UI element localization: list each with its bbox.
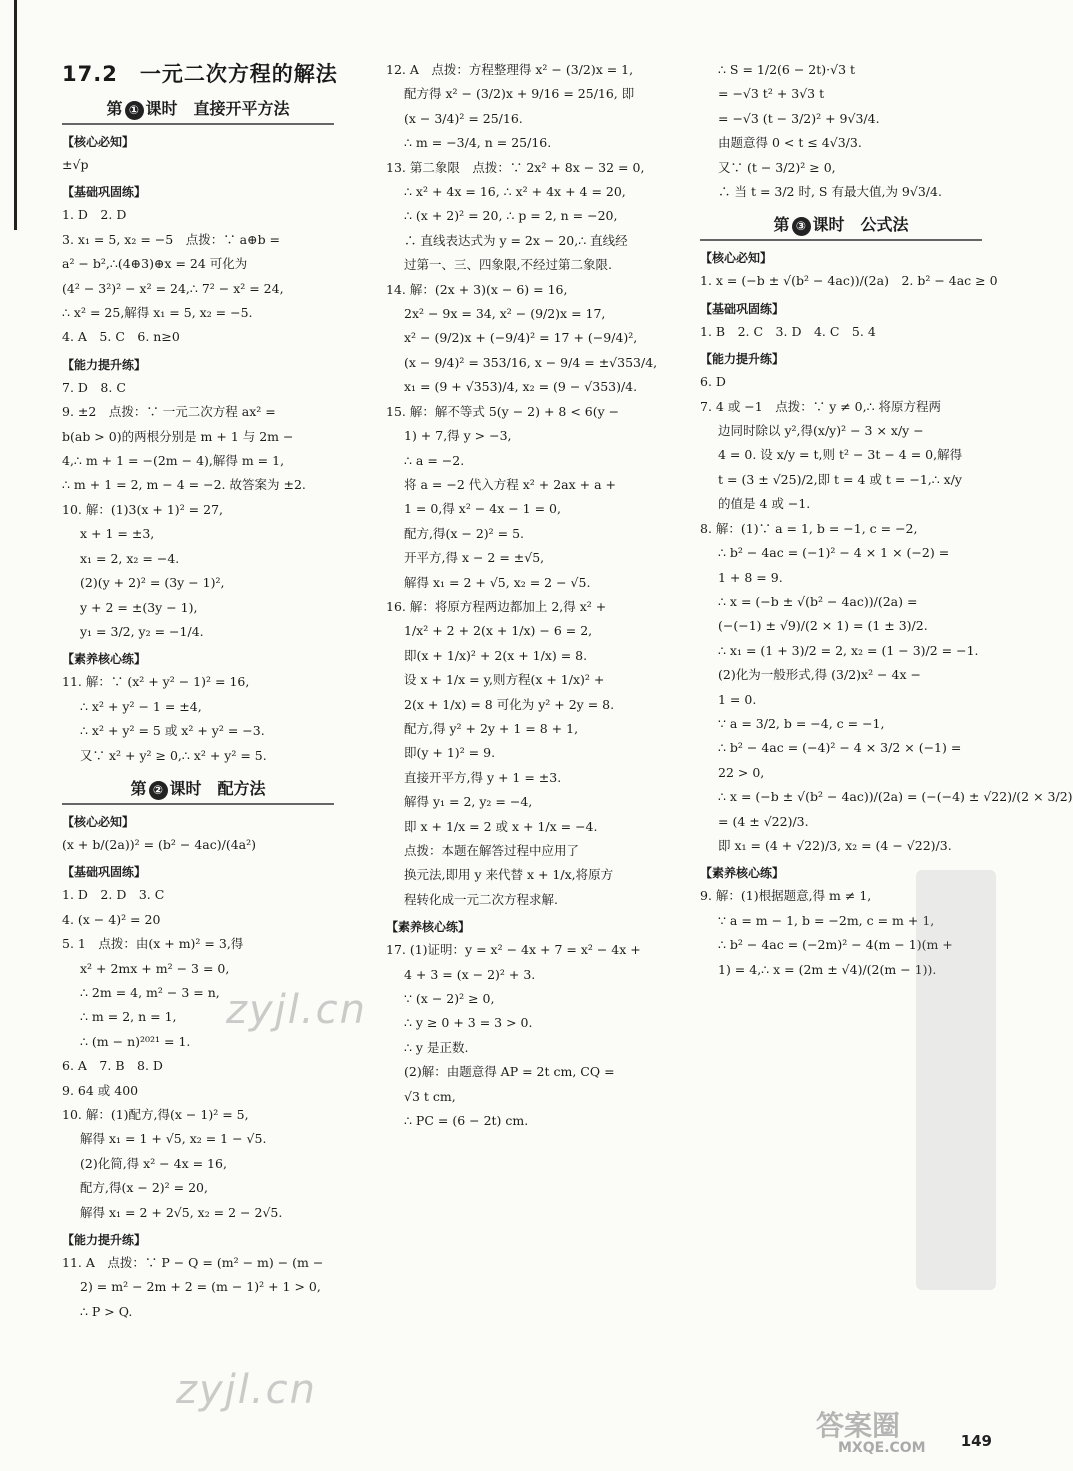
answer-line: 1) = 4,∴ x = (2m ± √4)/(2(m − 1)). [718,961,937,977]
answer-line: 程转化成一元二次方程求解. [404,891,558,907]
watermark-zyjl-2: zyjl.cn [176,1367,317,1413]
answer-line: 1. B 2. C 3. D 4. C 5. 4 [700,323,876,339]
answer-line: 4. (x − 4)² = 20 [62,911,161,927]
section-title: 17.2 一元二次方程的解法 [62,62,338,86]
subsection-tag: 【能力提升练】 [62,357,147,372]
answer-line: 12. A 点拨：方程整理得 x² − (3/2)x = 1, [386,62,634,77]
answer-line: 解得 y₁ = 2, y₂ = −4, [404,794,533,810]
subsection-tag: 【素养核心练】 [386,920,471,935]
answer-line: 即 x + 1/x = 2 或 x + 1/x = −4. [404,818,598,834]
answer-line: 17. (1)证明：y = x² − 4x + 7 = x² − 4x + [386,942,641,958]
answer-line: 开平方,得 x − 2 = ±√5, [404,550,545,566]
lesson-number-badge: ② [149,781,168,800]
answer-line: x + 1 = ±3, [80,526,155,542]
lesson-number-badge: ① [125,101,144,120]
lesson-number-badge: ③ [792,217,811,236]
answer-line: 配方,得(x − 2)² = 5. [404,525,525,541]
answer-line: 设 x + 1/x = y,则方程(x + 1/x)² + [404,672,605,688]
answer-line: 1 = 0. [718,691,757,707]
answer-line: ∴ b² − 4ac = (−2m)² − 4(m − 1)(m + [718,937,953,953]
answer-line: 2(x + 1/x) = 8 可化为 y² + 2y = 8. [404,696,615,712]
answer-line: ±√p [62,157,89,172]
answer-line: 2) = m² − 2m + 2 = (m − 1)² + 1 > 0, [80,1279,321,1295]
answer-line: 5. 1 点拨：由(x + m)² = 3,得 [62,936,244,952]
answer-line: 换元法,即用 y 来代替 x + 1/x,将原方 [404,867,614,883]
subsection-tag: 【能力提升练】 [62,1233,147,1248]
answer-line: ∵ (x − 2)² ≥ 0, [404,991,495,1007]
lesson-prefix: 第 [773,215,790,235]
answer-line: 又∵ x² + y² ≥ 0,∴ x² + y² = 5. [80,747,267,763]
lesson-title: 课时 公式法 [812,215,909,235]
lesson-title: 课时 直接开平方法 [145,99,290,118]
answer-line: ∴ b² − 4ac = (−1)² − 4 × 1 × (−2) = [718,545,950,561]
answer-line: (2)化简,得 x² − 4x = 16, [80,1155,227,1171]
answer-line: = (4 ± √22)/3. [718,813,809,829]
answer-line: 边同时除以 y²,得(x/y)² − 3 × x/y − [718,423,924,439]
answer-line: 1. D 2. D [62,207,127,223]
answer-line: 22 > 0, [718,764,765,780]
subsection-tag: 【核心必知】 [62,135,135,149]
subsection-tag: 【基础巩固练】 [700,301,785,316]
answer-line: ∴ b² − 4ac = (−4)² − 4 × 3/2 × (−1) = [718,740,962,756]
answer-line: (2)(y + 2)² = (3y − 1)², [80,575,225,591]
answer-line: ∴ x² = 25,解得 x₁ = 5, x₂ = −5. [62,305,253,321]
answer-line: a² − b²,∴(4⊕3)⊕x = 24 可化为 [62,256,248,272]
answer-line: 9. ±2 点拨：∵ 一元二次方程 ax² = [62,404,276,420]
lesson-heading [62,776,334,805]
subsection-tag: 【能力提升练】 [700,352,785,367]
answer-line: 4,∴ m + 1 = −(2m − 4),解得 m = 1, [62,453,285,469]
answer-line: 16. 解：将原方程两边都加上 2,得 x² + [386,598,607,614]
answer-line: 4 = 0. 设 x/y = t,则 t² − 3t − 4 = 0,解得 [718,447,963,463]
answer-line: ∴ (x + 2)² = 20, ∴ p = 2, n = −20, [404,208,618,224]
lesson-prefix: 第 [130,778,147,798]
answer-line: 11. A 点拨：∵ P − Q = (m² − m) − (m − [62,1255,324,1271]
answer-line: √3 t cm, [404,1088,456,1104]
watermark-zyjl-1: zyjl.cn [226,987,367,1033]
column-left [62,58,338,1324]
answer-line: y₁ = 3/2, y₂ = −1/4. [80,623,204,639]
answer-line: = −√3 (t − 3/2)² + 9√3/4. [718,110,880,126]
watermark-answer: 答案圈 [816,1409,901,1442]
answer-line: ∴ P > Q. [80,1303,133,1319]
answer-line: 配方得 x² − (3/2)x + 9/16 = 25/16, 即 [404,86,635,102]
answer-line: ∴ y 是正数. [404,1039,469,1055]
answer-line: 点拨：本题在解答过程中应用了 [404,843,580,858]
answer-line: ∴ x = (−b ± √(b² − 4ac))/(2a) = [718,593,918,609]
answer-line: ∵ a = m − 1, b = −2m, c = m + 1, [718,912,935,928]
answer-line: 又∵ (t − 3/2)² ≥ 0, [718,159,836,175]
answer-line: 即 x₁ = (4 + √22)/3, x₂ = (4 − √22)/3. [718,837,952,853]
column-middle [386,58,658,1133]
answer-line: 4. A 5. C 6. n≥0 [62,329,180,345]
answer-line: ∴ m = 2, n = 1, [80,1009,177,1025]
answer-line: ∴ x² + y² = 5 或 x² + y² = −3. [80,723,265,739]
answer-line: 解得 x₁ = 2 + √5, x₂ = 2 − √5. [404,574,591,590]
answer-line: ∴ x = (−b ± √(b² − 4ac))/(2a) = (−(−4) ± √22)/(2 × 3/2) [718,789,1073,805]
answer-line: y + 2 = ±(3y − 1), [80,599,198,615]
column-left-lines [62,96,334,1324]
left-margin-bar [14,0,17,230]
subsection-tag: 【素养核心练】 [62,652,147,667]
answer-line: 9. 解：(1)根据题意,得 m ≠ 1, [700,888,872,904]
answer-line: ∴ x² + 4x = 16, ∴ x² + 4x + 4 = 20, [404,184,626,200]
answer-line: 3. x₁ = 5, x₂ = −5 点拨：∵ a⊕b = [62,231,281,247]
answer-line: ∴ PC = (6 − 2t) cm. [404,1113,529,1129]
answer-line: (2)解：由题意得 AP = 2t cm, CQ = [404,1064,615,1080]
answer-line: 6. A 7. B 8. D [62,1058,163,1074]
answer-line: (4² − 3²)² − x² = 24,∴ 7² − x² = 24, [62,280,284,296]
answer-line: 2x² − 9x = 34, x² − (9/2)x = 17, [404,306,606,322]
answer-line: ∴ 2m = 4, m² − 3 = n, [80,984,220,1000]
answer-line: 过第一、三、四象限,不经过第二象限. [404,257,612,273]
answer-line: 4 + 3 = (x − 2)² + 3. [404,966,536,982]
answer-line: 10. 解：(1)配方,得(x − 1)² = 5, [62,1107,249,1122]
answer-line: ∴ 直线表达式为 y = 2x − 20,∴ 直线经 [404,232,628,248]
answer-line: (x − 9/4)² = 353/16, x − 9/4 = ±√353/4, [404,354,658,370]
answer-line: ∴ S = 1/2(6 − 2t)·√3 t [718,62,856,77]
answer-line: (−(−1) ± √9)/(2 × 1) = (1 ± 3)/2. [718,618,928,634]
answer-line: t = (3 ± √25)/2,即 t = 4 或 t = −1,∴ x/y [718,471,962,487]
answer-line: 14. 解：(2x + 3)(x − 6) = 16, [386,281,568,297]
answer-line: 配方,得 y² + 2y + 1 = 8 + 1, [404,720,579,736]
lesson-heading [700,212,982,241]
column-middle-lines [386,58,658,1133]
answer-line: 将 a = −2 代入方程 x² + 2ax + a + [404,476,616,492]
answer-line: 1. D 2. D 3. C [62,887,165,903]
answer-line: ∴ x² + y² − 1 = ±4, [80,698,202,714]
answer-line: 7. 4 或 −1 点拨：∵ y ≠ 0,∴ 将原方程两 [700,398,942,414]
answer-line: = −√3 t² + 3√3 t [718,86,825,102]
lesson-title: 课时 配方法 [169,778,266,798]
answer-line: x² − (9/2)x + (−9/4)² = 17 + (−9/4)², [404,330,638,346]
lesson-heading [62,96,334,125]
page-number: 149 [960,1432,992,1450]
subsection-tag: 【基础巩固练】 [62,865,147,880]
answer-line: ∴ m = −3/4, n = 25/16. [404,135,552,151]
answer-line: 9. 64 或 400 [62,1082,139,1098]
answer-line: 的值是 4 或 −1. [718,496,811,512]
column-right [700,58,1073,982]
answer-line: 1/x² + 2 + 2(x + 1/x) − 6 = 2, [404,623,593,639]
subsection-tag: 【核心必知】 [62,814,135,829]
answer-line: ∵ a = 3/2, b = −4, c = −1, [718,715,885,731]
answer-line: 15. 解：解不等式 5(y − 2) + 8 < 6(y − [386,403,620,419]
subsection-tag: 【基础巩固练】 [62,185,147,200]
subsection-tag: 【素养核心练】 [700,866,785,881]
watermark-site: MXQE.COM [838,1440,926,1456]
answer-line: 1) + 7,得 y > −3, [404,428,512,444]
answer-line: 1. x = (−b ± √(b² − 4ac))/(2a) 2. b² − 4ac ≥ 0 [700,273,998,289]
subsection-tag: 【核心必知】 [700,251,773,266]
answer-line: 由题意得 0 < t ≤ 4√3/3. [718,135,862,151]
answer-line: (x + b/(2a))² = (b² − 4ac)/(4a²) [62,836,257,852]
answer-line: x₁ = (9 + √353)/4, x₂ = (9 − √353)/4. [404,379,638,395]
answer-line: ∴ m + 1 = 2, m − 4 = −2. 故答案为 ±2. [62,477,306,493]
answer-line: 7. D 8. C [62,379,126,395]
answer-line: 直接开平方,得 y + 1 = ±3. [404,769,562,785]
answer-line: 1 = 0,得 x² − 4x − 1 = 0, [404,501,561,517]
answer-line: (2)化为一般形式,得 (3/2)x² − 4x − [718,667,921,683]
answer-line: 解得 x₁ = 2 + 2√5, x₂ = 2 − 2√5. [80,1204,283,1220]
answer-line: ∴ a = −2. [404,452,465,468]
answer-line: 10. 解：(1)3(x + 1)² = 27, [62,501,223,517]
answer-line: 8. 解：(1)∵ a = 1, b = −1, c = −2, [700,520,918,536]
column-right-lines [700,58,1073,982]
answer-line: b(ab > 0)的两根分别是 m + 1 与 2m − [62,428,294,444]
answer-line: ∴ (m − n)²⁰²¹ = 1. [80,1033,191,1049]
answer-line: 即(x + 1/x)² + 2(x + 1/x) = 8. [404,647,588,663]
answer-line: 配方,得(x − 2)² = 20, [80,1180,208,1196]
answer-line: 即(y + 1)² = 9. [404,745,496,761]
stamp-watermark-block [916,870,996,1290]
answer-line: 13. 第二象限 点拨：∵ 2x² + 8x − 32 = 0, [386,159,645,175]
answer-line: ∴ y ≥ 0 + 3 = 3 > 0. [404,1015,533,1031]
lesson-prefix: 第 [106,99,123,118]
answer-line: x² + 2mx + m² − 3 = 0, [80,960,230,976]
answer-line: ∴ x₁ = (1 + 3)/2 = 2, x₂ = (1 − 3)/2 = −1. [718,642,979,658]
answer-line: ∴ 当 t = 3/2 时, S 有最大值,为 9√3/4. [718,184,942,200]
answer-line: 解得 x₁ = 1 + √5, x₂ = 1 − √5. [80,1131,267,1147]
answer-line: 6. D [700,374,726,390]
answer-line: 11. 解：∵ (x² + y² − 1)² = 16, [62,674,250,690]
answer-line: x₁ = 2, x₂ = −4. [80,550,180,566]
answer-line: 1 + 8 = 9. [718,569,783,585]
answer-line: (x − 3/4)² = 25/16. [404,110,523,126]
